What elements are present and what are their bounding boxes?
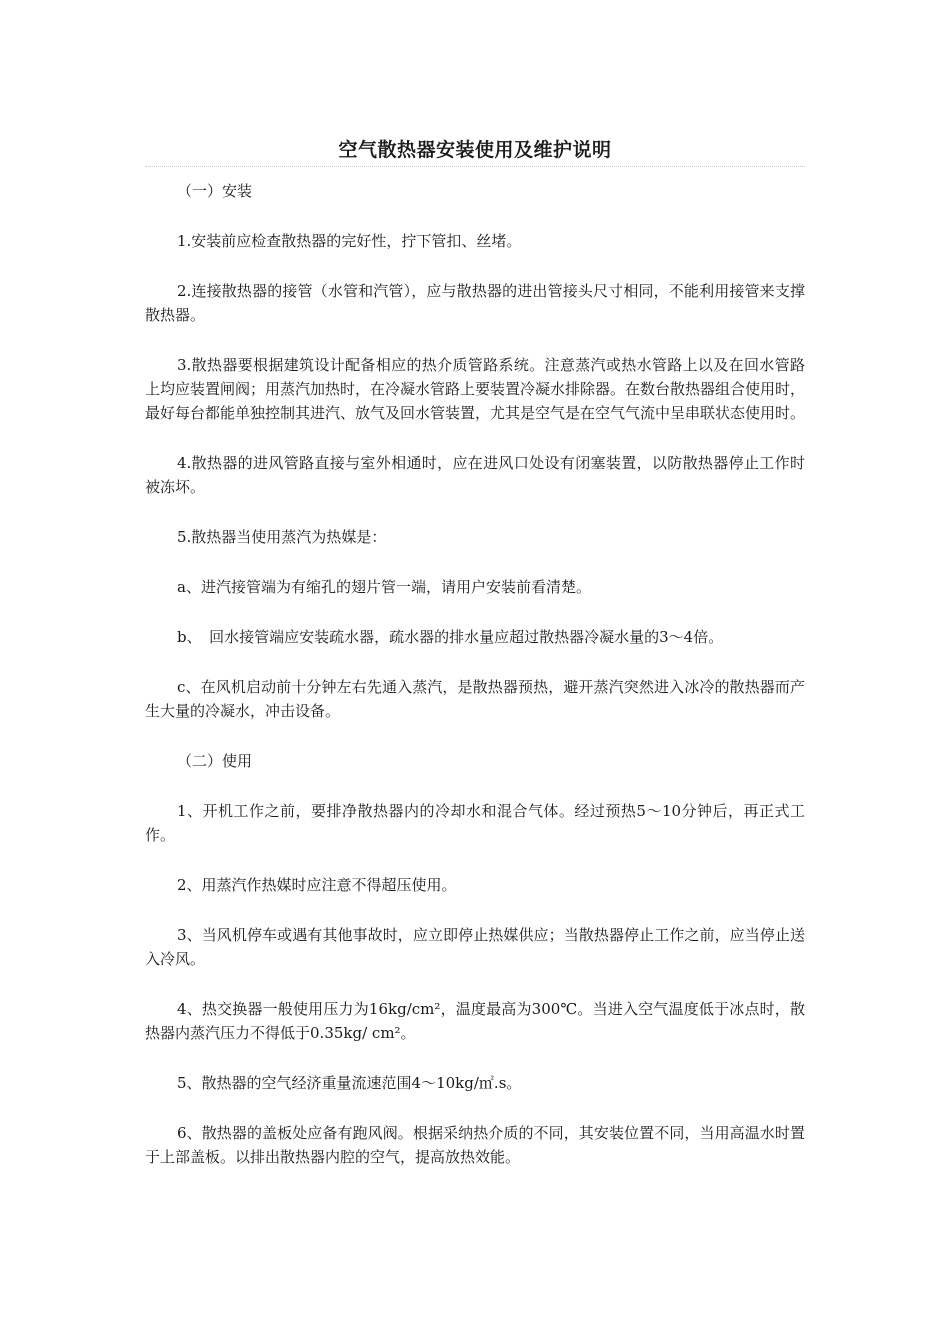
paragraph: 5.散热器当使用蒸汽为热媒是： xyxy=(177,528,387,546)
paragraph: 1.安装前应检查散热器的完好性，拧下管扣、丝堵。 xyxy=(177,232,522,250)
title-divider xyxy=(145,166,805,167)
paragraph: 6、散热器的盖板处应备有跑风阀。根据采纳热介质的不同，其安装位置不同，当用高温水时置于上部盖板。以排出散热器内腔的空气，提高放热效能。 xyxy=(145,1124,805,1166)
paragraph: 3、当风机停车或遇有其他事故时，应立即停止热媒供应；当散热器停止工作之前，应当停止送入冷风。 xyxy=(145,926,805,968)
section-heading-installation: （一）安装 xyxy=(177,182,253,200)
document-title: 空气散热器安装使用及维护说明 xyxy=(338,139,612,161)
section-heading-usage: （二）使用 xyxy=(177,752,253,770)
paragraph: 4.散热器的进风管路直接与室外相通时，应在进风口处设有闭塞装置，以防散热器停止工作时被冻坏。 xyxy=(145,454,805,496)
paragraph: a、进汽接管端为有缩孔的翅片管一端，请用户安装前看清楚。 xyxy=(177,578,591,596)
paragraph: 5、散热器的空气经济重量流速范围4～10kg/㎡.s。 xyxy=(177,1074,522,1092)
paragraph: 1、开机工作之前，要排净散热器内的冷却水和混合气体。经过预热5～10分钟后，再正式工作。 xyxy=(145,802,805,844)
paragraph: 4、热交换器一般使用压力为16kg/cm²，温度最高为300℃。当进入空气温度低于冰点时，散热器内蒸汽压力不得低于0.35kg/ cm²。 xyxy=(145,1000,805,1042)
paragraph: c、在风机启动前十分钟左右先通入蒸汽，是散热器预热，避开蒸汽突然进入冰冷的散热器而产生大量的冷凝水，冲击设备。 xyxy=(145,678,805,720)
paragraph: 2.连接散热器的接管（水管和汽管），应与散热器的进出管接头尺寸相同，不能利用接管来支撑散热器。 xyxy=(145,282,805,324)
document-body xyxy=(145,179,805,1169)
paragraph: b、 回水接管端应安装疏水器，疏水器的排水量应超过散热器冷凝水量的3～4倍。 xyxy=(177,628,724,646)
document-page xyxy=(145,0,805,1195)
paragraph: 3.散热器要根据建筑设计配备相应的热介质管路系统。注意蒸汽或热水管路上以及在回水管路上均应装置闸阀；用蒸汽加热时，在冷凝水管路上要装置冷凝水排除器。在数台散热器组合使用时，最好每台都能单独控制其进汽、放气及回水管装置，尤其是空气是在空气气流中呈串联状态使用时。 xyxy=(145,356,806,422)
paragraph: 2、用蒸汽作热媒时应注意不得超压使用。 xyxy=(177,876,457,894)
